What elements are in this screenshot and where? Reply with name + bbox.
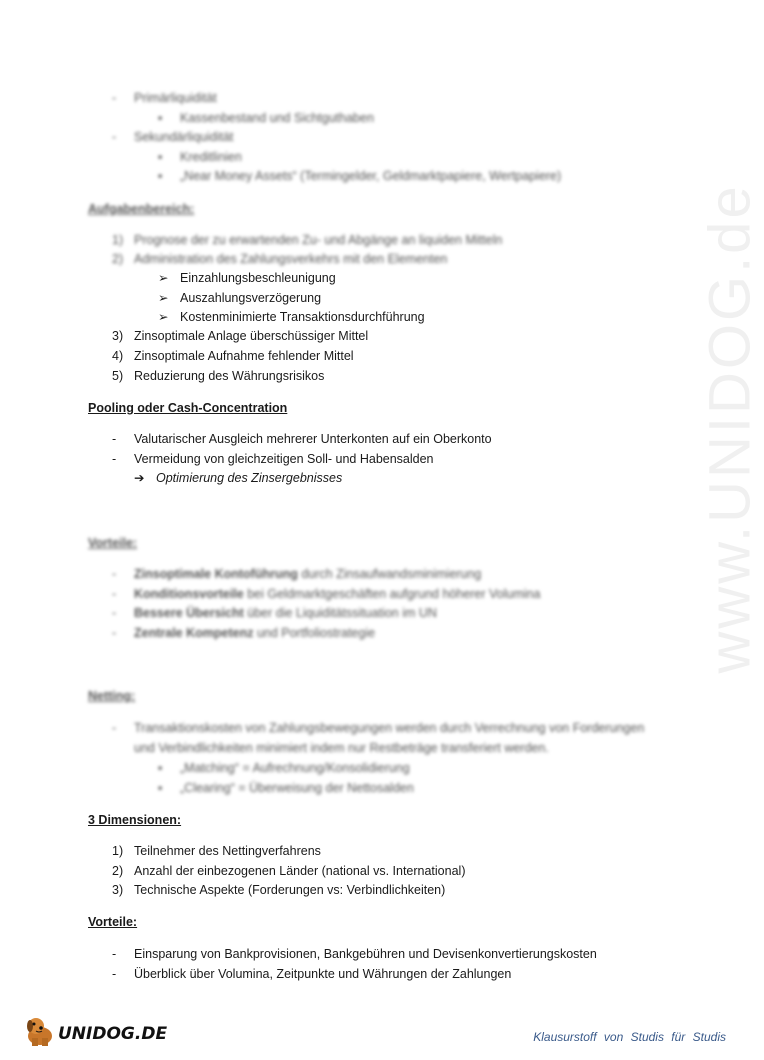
list-item: ▪ Kreditlinien: [158, 150, 242, 164]
section-heading: Vorteile:: [88, 915, 138, 929]
list-item: - Überblick über Volumina, Zeitpunkte und Währungen der Zahlungen: [112, 967, 512, 981]
unidog-logo: [22, 1014, 58, 1051]
dog-mascot-icon: [22, 1014, 58, 1048]
list-item: - Konditionsvorteile bei Geldmarktgeschäften aufgrund höherer Volumina: [112, 587, 541, 601]
list-item: ➢ Auszahlungsverzögerung: [158, 291, 322, 305]
list-item: 1) Prognose der zu erwartenden Zu- und Abgänge an liquiden Mitteln: [112, 233, 503, 247]
list-item: - Bessere Übersicht über die Liquiditätssituation im UN: [112, 606, 437, 620]
arrow-bullet-icon: ➢: [158, 310, 169, 324]
list-item-continuation: und Verbindlichkeiten minimiert indem nur Restbeträge transferiert werden.: [134, 741, 549, 755]
section-heading: Pooling oder Cash-Concentration: [88, 401, 288, 415]
list-item: - Zinsoptimale Kontoführung durch Zinsaufwandsminimierung: [112, 567, 482, 581]
arrow-bullet-icon: ➢: [158, 291, 169, 305]
list-item: - Primärliquidität: [112, 91, 217, 105]
list-item: - Transaktionskosten von Zahlungsbewegungen werden durch Verrechnung von Forderungen: [112, 721, 645, 735]
list-item: 4) Zinsoptimale Aufnahme fehlender Mittel: [112, 349, 354, 363]
list-item: 5) Reduzierung des Währungsrisikos: [112, 369, 325, 383]
list-item: ▪ Kassenbestand und Sichtguthaben: [158, 111, 374, 125]
list-item: ➔ Optimierung des Zinsergebnisses: [134, 471, 343, 485]
list-item: 3) Zinsoptimale Anlage überschüssiger Mittel: [112, 329, 369, 343]
footer-tagline: Klausurstoff von Studis für Studis: [533, 1030, 726, 1044]
logo-text: UNIDOG.DE: [58, 1024, 168, 1044]
arrow-bullet-icon: ➢: [158, 271, 169, 285]
list-item: ▪ „Matching“ = Aufrechnung/Konsolidierung: [158, 761, 410, 775]
list-item: ▪ „Clearing“ = Überweisung der Nettosalden: [158, 781, 414, 795]
list-item: - Sekundärliquidität: [112, 130, 234, 144]
list-item: - Vermeidung von gleichzeitigen Soll- und Habensalden: [112, 452, 434, 466]
list-item: 3) Technische Aspekte (Forderungen vs: Verbindlichkeiten): [112, 883, 446, 897]
right-arrow-icon: ➔: [134, 471, 145, 485]
watermark: www.UNIDOG.de: [697, 183, 763, 674]
section-heading: Aufgabenbereich:: [88, 202, 195, 216]
list-item: - Valutarischer Ausgleich mehrerer Unterkonten auf ein Oberkonto: [112, 432, 492, 446]
list-item: 1) Teilnehmer des Nettingverfahrens: [112, 844, 321, 858]
list-item: ▪ „Near Money Assets“ (Termingelder, Geldmarktpapiere, Wertpapiere): [158, 169, 562, 183]
list-item: 2) Anzahl der einbezogenen Länder (national vs. International): [112, 864, 466, 878]
section-heading: Netting:: [88, 689, 136, 703]
section-heading: Vorteile:: [88, 536, 138, 550]
list-item: ➢ Kostenminimierte Transaktionsdurchführung: [158, 310, 425, 324]
list-item: ➢ Einzahlungsbeschleunigung: [158, 271, 336, 285]
section-heading: 3 Dimensionen:: [88, 813, 182, 827]
list-item: 2) Administration des Zahlungsverkehrs mit den Elementen: [112, 252, 448, 266]
list-item: - Zentrale Kompetenz und Portfoliostrategie: [112, 626, 376, 640]
list-item: - Einsparung von Bankprovisionen, Bankgebühren und Devisenkonvertierungskosten: [112, 947, 597, 961]
